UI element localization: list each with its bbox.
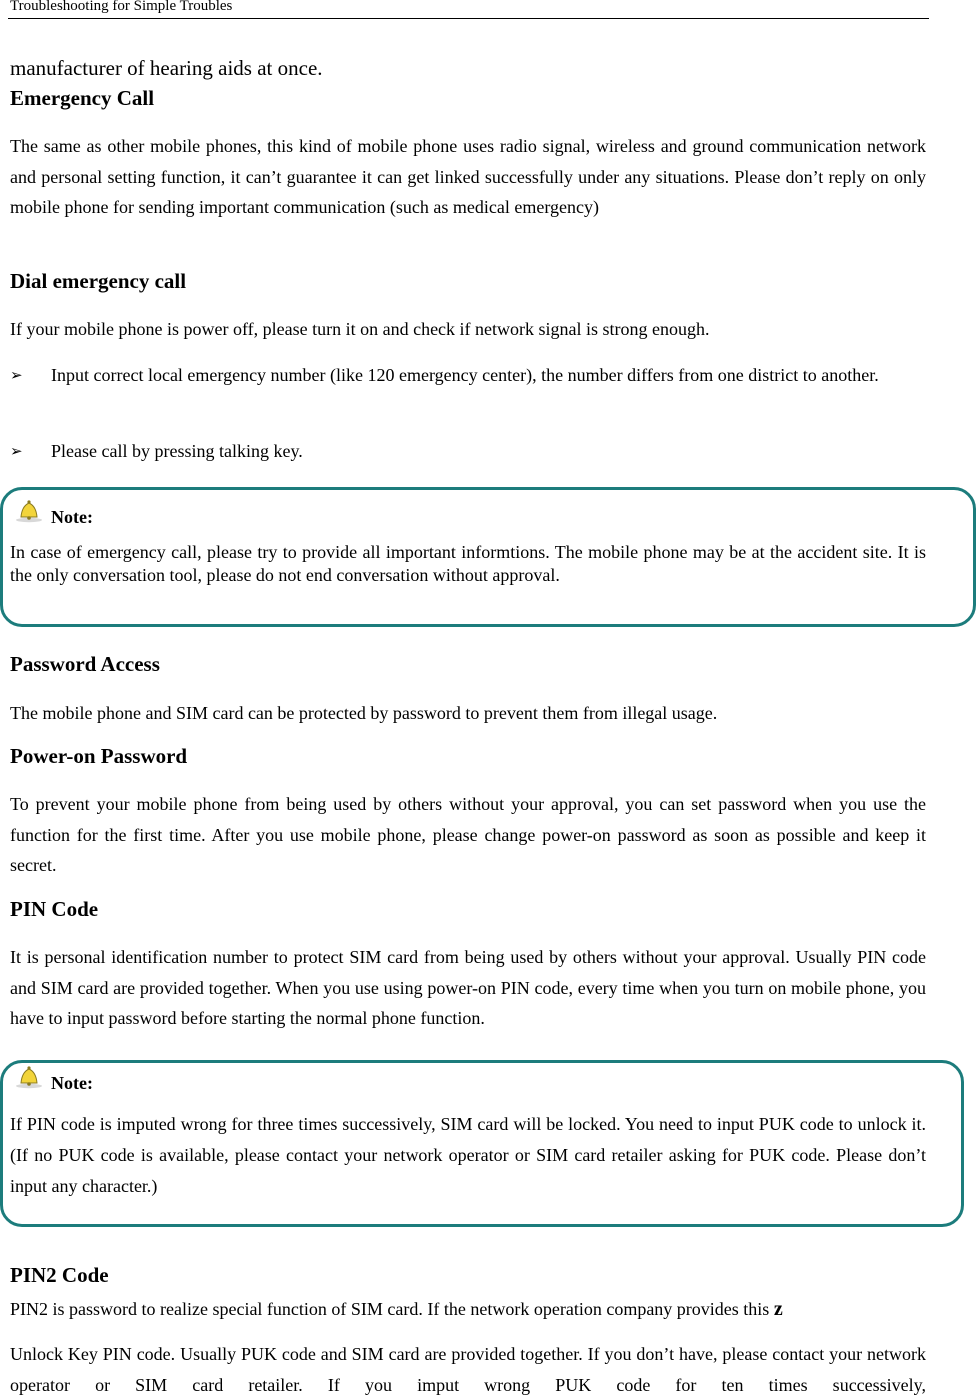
pin-paragraph: It is personal identification number to protect SIM card from being used by others without your approval. Usually PIN code and SIM card are provided together. When you use using power-on PIN code, every time when you turn on mobile phone, you have to input password before starting the normal phone function. [10, 947, 926, 1028]
bell-icon [14, 1064, 44, 1090]
note-text: In case of emergency call, please try to provide all important informtions. The mobile phone may be at the accident site. It is the only conversation tool, please do not end conversation without approval. [10, 542, 926, 585]
arrow-bullet-icon: ➢ [10, 442, 23, 460]
list-item-text: Please call by pressing talking key. [51, 441, 303, 461]
note-label: Note: [51, 1073, 93, 1093]
list-item-text: Input correct local emergency number (like 120 emergency center), the number differs from one district to another. [51, 365, 879, 385]
section-title-power-on: Power-on Password [10, 744, 188, 768]
header-rule [8, 18, 929, 19]
power-on-paragraph: To prevent your mobile phone from being used by others without your approval, you can set password when you use the function for the first time. After you use mobile phone, please change power-on password as soon as possible and keep it secret. [10, 794, 926, 875]
section-title-pin: PIN Code [10, 897, 99, 921]
bell-icon [14, 498, 44, 524]
section-title-pin2: PIN2 Code [10, 1263, 109, 1287]
pin2-intro-tail: z [773, 1298, 783, 1320]
section-title-emergency: Emergency Call [10, 86, 155, 110]
lead-text: manufacturer of hearing aids at once. [10, 56, 323, 80]
pin2-intro [10, 1294, 926, 1325]
emergency-paragraph: The same as other mobile phones, this kind of mobile phone uses radio signal, wireless and ground communication network and personal setting function, it can’t guarantee it can get linked successfully under any situations. Please don’t reply on only mobile phone for sending important communication (such as medical emergency) [10, 136, 926, 217]
pin2-intro-text: PIN2 is password to realize special function of SIM card. If the network operation company provides this [10, 1299, 770, 1319]
note-text: If PIN code is imputed wrong for three times successively, SIM card will be locked. You need to input PUK code to unlock it. (If no PUK code is available, please contact your network operator or SIM card retailer asking for PUK code. Please don’t input any character.) [10, 1114, 926, 1196]
section-title-password: Password Access [10, 652, 160, 676]
password-paragraph: The mobile phone and SIM card can be protected by password to prevent them from illegal usage. [10, 703, 718, 723]
arrow-bullet-icon: ➢ [10, 366, 23, 384]
note-label: Note: [51, 507, 93, 527]
pin2-paragraph: Unlock Key PIN code. Usually PUK code and SIM card are provided together. If you don’t have, please contact your network operator or SIM card retailer. If you imput wrong PUK code for ten times successively, [10, 1344, 926, 1395]
dial-intro: If your mobile phone is power off, please turn it on and check if network signal is strong enough. [10, 319, 710, 339]
section-title-dial: Dial emergency call [10, 269, 187, 293]
running-header: Troubleshooting for Simple Troubles [10, 0, 233, 14]
